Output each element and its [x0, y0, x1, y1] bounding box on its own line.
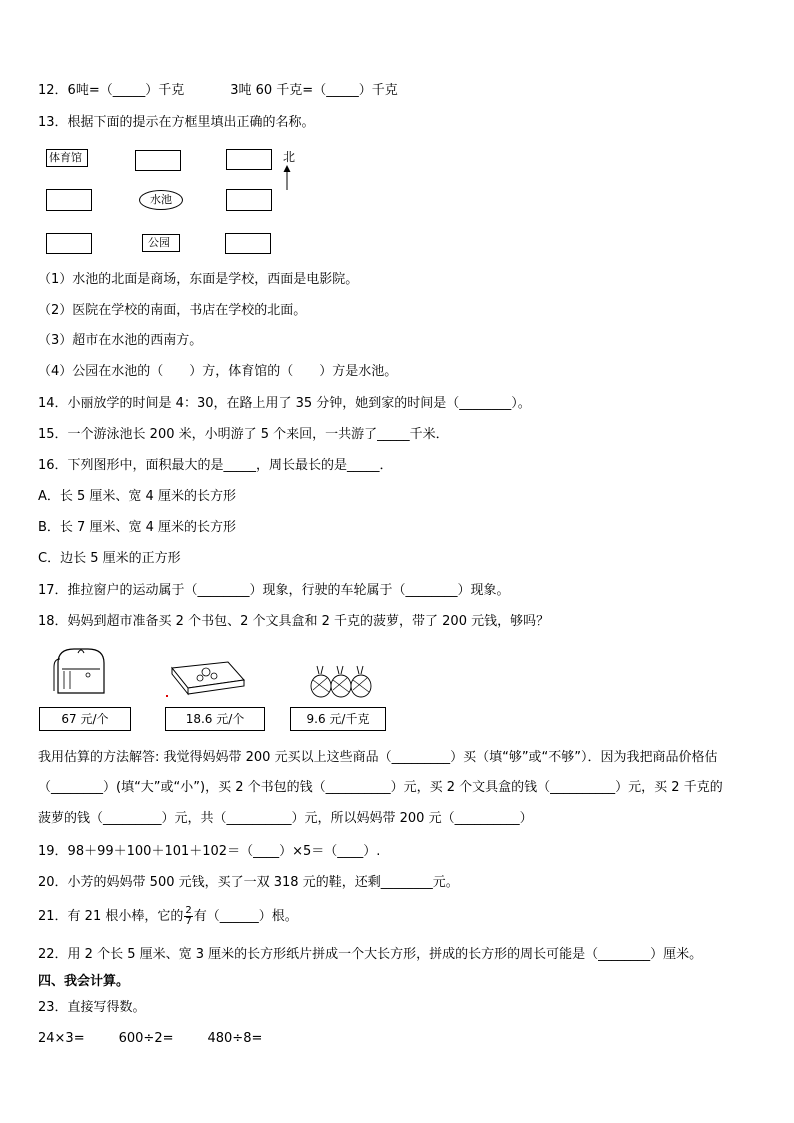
fraction-denominator: 7 — [185, 916, 192, 927]
box-park — [142, 234, 180, 252]
section-4-heading: 四、我会计算。 — [38, 974, 130, 989]
gym-label: 体育馆 — [49, 151, 82, 164]
question-12 — [38, 82, 398, 100]
pencil-case-icon — [168, 658, 248, 698]
q23-item-3: 480÷8= — [207, 1031, 263, 1046]
box-south-west — [46, 233, 92, 254]
question-19: 19．98＋99＋100＋101＋102＝（____）×5＝（____）. — [38, 844, 381, 859]
red-dot — [166, 695, 168, 697]
question-16-stem: 16．下列图形中，面积最大的是_____，周长最长的是_____． — [38, 458, 393, 473]
pool-label: 水池 — [150, 193, 172, 206]
q21-before: 21．有 21 根小棒，它的 — [38, 909, 184, 924]
q16-option-a: A．长 5 厘米、宽 4 厘米的长方形 — [38, 489, 236, 504]
box-gym — [46, 149, 88, 167]
price-pencil-case: 18.6 元/个 — [165, 707, 265, 731]
question-13-stem: 13．根据下面的提示在方框里填出正确的名称。 — [38, 115, 315, 130]
question-15: 15．一个游泳池长 200 米，小明游了 5 个来回，一共游了_____千米． — [38, 427, 449, 442]
q12-part-b: 3吨 60 千克=（_____）千克 — [230, 83, 398, 98]
question-14: 14．小丽放学的时间是 4：30，在路上用了 35 分钟，她到家的时间是（________）。 — [38, 396, 531, 411]
question-17: 17．推拉窗户的运动属于（________）现象，行驶的车轮属于（________）现象。 — [38, 583, 510, 598]
box-east — [226, 189, 272, 211]
fraction — [184, 906, 192, 927]
q21-after: 有（______）根。 — [193, 909, 298, 924]
box-north-east — [226, 149, 272, 170]
pool-oval — [139, 190, 183, 210]
question-18-stem: 18．妈妈到超市准备买 2 个书包、2 个文具盒和 2 千克的菠萝，带了 200 元钱，够吗？ — [38, 614, 550, 629]
q13-hint-4: （4）公园在水池的（ ）方，体育馆的（ ）方是水池。 — [38, 364, 398, 379]
q18-answer-line-1: 我用估算的方法解答: 我觉得妈妈带 200 元买以上这些商品（_________）买（填“够”或“不够”）．因为我把商品价格估 — [38, 750, 718, 765]
price-schoolbag: 67 元/个 — [39, 707, 131, 731]
park-label: 公园 — [148, 236, 170, 249]
question-23-stem: 23．直接写得数。 — [38, 1000, 146, 1015]
q23-item-1: 24×3= — [38, 1031, 85, 1046]
q18-answer-line-2: （________）(填“大”或“小”)，买 2 个书包的钱（__________）元，买 2 个文具盒的钱（__________）元，买 2 千克的 — [38, 780, 723, 795]
fraction-numerator: 2 — [185, 905, 192, 916]
north-label: 北 — [283, 150, 296, 164]
north-arrow-icon — [281, 164, 293, 192]
q16-option-c: C．边长 5 厘米的正方形 — [38, 551, 181, 566]
question-21 — [38, 903, 298, 931]
q13-hint-3: （3）超市在水池的西南方。 — [38, 333, 203, 348]
q12-part-a: 12．6吨=（_____）千克 — [38, 83, 185, 98]
question-22: 22．用 2 个长 5 厘米、宽 3 厘米的长方形纸片拼成一个大长方形，拼成的长方形的周长可能是（________）厘米。 — [38, 947, 703, 962]
q16-option-b: B．长 7 厘米、宽 4 厘米的长方形 — [38, 520, 236, 535]
schoolbag-icon — [48, 645, 112, 695]
q13-hint-2: （2）医院在学校的南面，书店在学校的北面。 — [38, 303, 307, 318]
box-west — [46, 189, 92, 211]
q13-hint-1: （1）水池的北面是商场，东面是学校，西面是电影院。 — [38, 272, 359, 287]
q18-answer-line-3: 菠萝的钱（_________）元，共（__________）元，所以妈妈带 200 元（__________） — [38, 811, 533, 826]
q23-items — [38, 1030, 262, 1048]
question-20: 20．小芳的妈妈带 500 元钱，买了一双 318 元的鞋，还剩________元。 — [38, 875, 459, 890]
box-south-east — [225, 233, 271, 254]
price-pineapple: 9.6 元/千克 — [290, 707, 386, 731]
pineapple-icon — [309, 664, 373, 698]
q23-item-2: 600÷2= — [118, 1031, 174, 1046]
box-north-middle — [135, 150, 181, 171]
